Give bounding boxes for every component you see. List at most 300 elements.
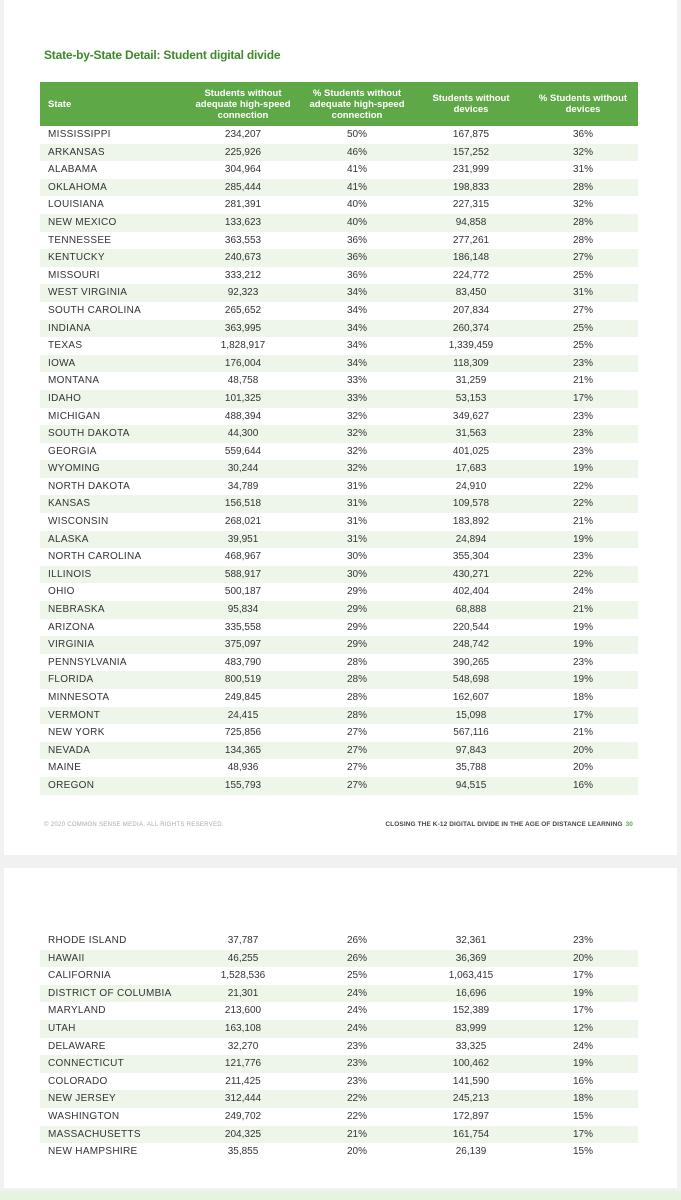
state-cell: GEORGIA <box>48 445 97 457</box>
pct-without-connection-cell: 22% <box>346 1110 367 1122</box>
pct-without-connection-cell: 46% <box>300 144 414 162</box>
table-row <box>40 144 638 162</box>
table-header-row <box>40 82 638 126</box>
without-devices-cell: 355,304 <box>452 551 490 563</box>
state-cell: NEW HAMPSHIRE <box>48 1146 138 1158</box>
without-devices-cell: 16,696 <box>414 985 528 1003</box>
without-devices-cell: 118,309 <box>414 355 528 373</box>
without-devices-cell: 31,563 <box>414 425 528 443</box>
without-connection-cell: 21,301 <box>186 985 300 1003</box>
table-row <box>40 161 638 179</box>
header-pct-without-connection: % Students without adequate high-speed connection <box>300 82 414 126</box>
without-connection-cell: 468,967 <box>224 551 262 563</box>
pct-without-devices-cell: 36% <box>572 129 593 140</box>
table-row <box>40 950 638 968</box>
without-connection-cell: 37,787 <box>227 935 259 946</box>
table-row <box>40 196 638 214</box>
without-connection-cell: 225,926 <box>186 144 300 162</box>
without-connection-cell: 312,444 <box>186 1090 300 1108</box>
without-connection-cell: 281,391 <box>224 199 262 211</box>
table-row <box>40 724 638 742</box>
pct-without-connection-cell: 26% <box>346 935 367 946</box>
without-connection-cell: 30,244 <box>186 460 300 478</box>
pct-without-connection-cell: 32% <box>300 460 414 478</box>
without-connection-cell: 800,519 <box>186 671 300 689</box>
state-cell: CONNECTICUT <box>40 1055 186 1073</box>
pct-without-connection-cell: 29% <box>346 586 367 598</box>
pct-without-devices-cell: 19% <box>528 531 638 549</box>
table-row <box>40 671 638 689</box>
pct-without-devices-cell: 17% <box>572 1005 593 1017</box>
without-connection-cell: 375,097 <box>186 636 300 654</box>
without-devices-cell: 68,888 <box>414 601 528 619</box>
pct-without-connection-cell: 34% <box>300 284 414 302</box>
pct-without-devices-cell: 23% <box>572 551 593 563</box>
pct-without-connection-cell: 24% <box>300 1020 414 1038</box>
pct-without-devices-cell: 23% <box>572 445 593 457</box>
state-cell: MINNESOTA <box>48 692 110 703</box>
state-cell: MICHIGAN <box>48 410 101 422</box>
pct-without-connection-cell: 20% <box>346 1146 367 1158</box>
pct-without-devices-cell: 22% <box>572 480 593 492</box>
table-row <box>40 284 638 302</box>
without-devices-cell: 245,213 <box>414 1090 528 1108</box>
without-connection-cell: 48,758 <box>227 375 259 387</box>
pct-without-connection-cell: 29% <box>346 621 367 633</box>
without-devices-cell: 31,259 <box>455 375 487 387</box>
without-devices-cell: 17,683 <box>414 460 528 478</box>
without-connection-cell: 32,270 <box>227 1040 259 1052</box>
pct-without-connection-cell: 23% <box>300 1055 414 1073</box>
state-cell: COLORADO <box>48 1075 108 1087</box>
header-without-connection: Students without adequate high-speed connection <box>186 82 300 126</box>
pct-without-devices-cell: 17% <box>572 970 593 982</box>
table-row <box>40 1073 638 1091</box>
without-connection-cell: 363,553 <box>224 234 262 246</box>
state-cell: KANSAS <box>40 495 186 513</box>
pct-without-connection-cell: 30% <box>346 551 367 563</box>
without-connection-cell: 725,856 <box>224 727 262 739</box>
without-devices-cell: 83,999 <box>414 1020 528 1038</box>
pct-without-connection-cell: 31% <box>346 480 367 492</box>
table-row <box>40 742 638 760</box>
table-row <box>40 408 638 426</box>
without-connection-cell: 95,834 <box>186 601 300 619</box>
state-cell: LOUISIANA <box>48 199 105 211</box>
table-row <box>40 495 638 513</box>
without-connection-cell: 24,415 <box>186 707 300 725</box>
table-row <box>40 337 638 355</box>
pct-without-devices-cell: 24% <box>572 1040 593 1052</box>
pct-without-connection-cell: 22% <box>300 1090 414 1108</box>
pct-without-connection-cell: 50% <box>346 129 367 140</box>
state-cell: VERMONT <box>40 707 186 725</box>
without-devices-cell: 53,153 <box>414 390 528 408</box>
table-row <box>40 267 638 285</box>
pct-without-devices-cell: 25% <box>572 340 593 352</box>
without-devices-cell: 198,833 <box>414 179 528 197</box>
state-cell: ALASKA <box>40 531 186 549</box>
table-row <box>40 1055 638 1073</box>
table-row <box>40 777 638 795</box>
without-connection-cell: 335,558 <box>224 621 262 633</box>
pct-without-devices-cell: 16% <box>572 1075 593 1087</box>
pct-without-devices-cell: 19% <box>528 985 638 1003</box>
without-devices-cell: 36,369 <box>414 950 528 968</box>
without-connection-cell: 240,673 <box>186 249 300 267</box>
pct-without-connection-cell: 29% <box>300 636 414 654</box>
pct-without-devices-cell: 19% <box>572 621 593 633</box>
pct-without-devices-cell: 17% <box>528 1126 638 1144</box>
state-cell: MISSOURI <box>48 269 100 281</box>
without-connection-cell: 155,793 <box>186 777 300 795</box>
state-cell: VIRGINIA <box>40 636 186 654</box>
state-data-table <box>40 82 638 795</box>
pct-without-devices-cell: 20% <box>528 742 638 760</box>
table-row <box>40 232 638 250</box>
table-row <box>40 1108 638 1126</box>
without-devices-cell: 109,578 <box>414 495 528 513</box>
without-connection-cell: 121,776 <box>186 1055 300 1073</box>
without-connection-cell: 234,207 <box>224 129 262 140</box>
pct-without-devices-cell: 19% <box>528 671 638 689</box>
without-devices-cell: 402,404 <box>452 586 490 598</box>
pct-without-devices-cell: 21% <box>572 516 593 528</box>
pct-without-connection-cell: 34% <box>300 320 414 338</box>
without-devices-cell: 1,339,459 <box>448 340 494 352</box>
pct-without-devices-cell: 23% <box>528 425 638 443</box>
table-row <box>40 601 638 619</box>
pct-without-connection-cell: 23% <box>346 1075 367 1087</box>
header-pct-without-devices: % Students without devices <box>528 82 638 126</box>
without-connection-cell: 265,652 <box>224 304 262 316</box>
pct-without-devices-cell: 17% <box>528 390 638 408</box>
without-connection-cell: 163,108 <box>186 1020 300 1038</box>
next-page-edge <box>0 1191 681 1200</box>
without-devices-cell: 152,389 <box>452 1005 490 1017</box>
table-row <box>40 619 638 637</box>
pct-without-connection-cell: 32% <box>346 445 367 457</box>
without-devices-cell: 186,148 <box>414 249 528 267</box>
without-connection-cell: 211,425 <box>225 1075 261 1087</box>
without-devices-cell: 26,139 <box>455 1146 487 1158</box>
pct-without-devices-cell: 19% <box>528 1055 638 1073</box>
pct-without-devices-cell: 18% <box>572 692 593 703</box>
without-connection-cell: 101,325 <box>186 390 300 408</box>
without-connection-cell: 488,394 <box>224 410 262 422</box>
table-row <box>40 372 638 390</box>
without-connection-cell: 34,789 <box>227 480 259 492</box>
without-connection-cell: 176,004 <box>186 355 300 373</box>
without-connection-cell: 134,365 <box>186 742 300 760</box>
table-row <box>40 636 638 654</box>
without-connection-cell: 213,600 <box>224 1005 262 1017</box>
pct-without-devices-cell: 32% <box>528 144 638 162</box>
without-devices-cell: 227,315 <box>452 199 490 211</box>
pct-without-connection-cell: 34% <box>300 355 414 373</box>
pct-without-connection-cell: 31% <box>300 495 414 513</box>
without-devices-cell: 33,325 <box>455 1040 487 1052</box>
table-row <box>40 214 638 232</box>
without-connection-cell: 133,623 <box>186 214 300 232</box>
state-cell: NORTH CAROLINA <box>48 551 142 563</box>
without-connection-cell: 588,917 <box>186 566 300 584</box>
table-row <box>40 478 638 496</box>
without-devices-cell: 260,374 <box>414 320 528 338</box>
page-title: State-by-State Detail: Student digital divide <box>44 48 281 62</box>
without-connection-cell: 39,951 <box>186 531 300 549</box>
pct-without-connection-cell: 32% <box>300 425 414 443</box>
state-cell: RHODE ISLAND <box>48 935 127 946</box>
without-devices-cell: 430,271 <box>414 566 528 584</box>
without-connection-cell: 46,255 <box>186 950 300 968</box>
without-connection-cell: 333,212 <box>224 269 262 281</box>
without-devices-cell: 207,834 <box>452 304 490 316</box>
report-footer <box>385 821 633 828</box>
without-connection-cell: 92,323 <box>186 284 300 302</box>
state-cell: OREGON <box>40 777 186 795</box>
pct-without-devices-cell: 20% <box>528 950 638 968</box>
without-connection-cell: 363,995 <box>186 320 300 338</box>
table-row <box>40 443 638 461</box>
pct-without-connection-cell: 40% <box>300 214 414 232</box>
pct-without-devices-cell: 21% <box>572 727 593 739</box>
pct-without-connection-cell: 24% <box>346 1005 367 1017</box>
state-cell: MASSACHUSETTS <box>40 1126 186 1144</box>
without-connection-cell: 268,021 <box>224 516 262 528</box>
state-cell: UTAH <box>40 1020 186 1038</box>
without-devices-cell: 24,894 <box>414 531 528 549</box>
without-devices-cell: 167,875 <box>452 129 490 140</box>
state-cell: IDAHO <box>40 390 186 408</box>
state-cell: PENNSYLVANIA <box>48 656 127 668</box>
state-cell: WYOMING <box>40 460 186 478</box>
header-state: State <box>40 82 186 126</box>
pct-without-connection-cell: 41% <box>300 179 414 197</box>
table-row <box>40 355 638 373</box>
without-devices-cell: 1,063,415 <box>448 970 494 982</box>
state-cell: OKLAHOMA <box>40 179 186 197</box>
table-row <box>40 1020 638 1038</box>
table-row <box>40 759 638 777</box>
state-cell: NORTH DAKOTA <box>48 480 131 492</box>
header-without-devices: Students without devices <box>414 82 528 126</box>
pct-without-devices-cell: 32% <box>572 199 593 211</box>
without-connection-cell: 249,702 <box>224 1110 262 1122</box>
state-cell: WASHINGTON <box>48 1110 120 1122</box>
without-connection-cell: 1,828,917 <box>220 340 266 352</box>
pct-without-connection-cell: 34% <box>346 340 367 352</box>
state-cell: SOUTH DAKOTA <box>40 425 186 443</box>
state-cell: KENTUCKY <box>40 249 186 267</box>
state-cell: IOWA <box>40 355 186 373</box>
pct-without-devices-cell: 20% <box>572 762 593 774</box>
state-cell: MAINE <box>48 762 82 774</box>
state-data-table-continued <box>40 932 638 1161</box>
without-devices-cell: 83,450 <box>414 284 528 302</box>
without-connection-cell: 500,187 <box>224 586 262 598</box>
table-row <box>40 460 638 478</box>
without-devices-cell: 162,607 <box>452 692 490 703</box>
table-row <box>40 548 638 566</box>
table-body-page-1 <box>40 126 638 795</box>
pct-without-connection-cell: 24% <box>300 985 414 1003</box>
pct-without-devices-cell: 21% <box>572 375 593 387</box>
pct-without-devices-cell: 23% <box>572 656 593 668</box>
without-devices-cell: 97,843 <box>414 742 528 760</box>
pct-without-connection-cell: 40% <box>346 199 367 211</box>
pct-without-devices-cell: 23% <box>528 355 638 373</box>
table-row <box>40 689 638 707</box>
table-row <box>40 302 638 320</box>
pct-without-devices-cell: 15% <box>572 1146 593 1158</box>
state-cell: FLORIDA <box>40 671 186 689</box>
pct-without-connection-cell: 29% <box>300 601 414 619</box>
without-devices-cell: 141,590 <box>452 1075 490 1087</box>
state-cell: SOUTH CAROLINA <box>48 304 142 316</box>
pct-without-connection-cell: 33% <box>346 375 367 387</box>
pct-without-devices-cell: 27% <box>572 304 593 316</box>
state-cell: NEVADA <box>40 742 186 760</box>
state-cell: NEW JERSEY <box>40 1090 186 1108</box>
pct-without-connection-cell: 28% <box>300 671 414 689</box>
pct-without-connection-cell: 27% <box>300 742 414 760</box>
table-row <box>40 707 638 725</box>
state-cell: WEST VIRGINIA <box>40 284 186 302</box>
state-cell: NEW MEXICO <box>40 214 186 232</box>
without-devices-cell: 161,754 <box>414 1126 528 1144</box>
table-row <box>40 126 638 144</box>
state-cell: ARIZONA <box>48 621 95 633</box>
state-cell: CALIFORNIA <box>48 970 112 982</box>
table-body-page-2 <box>40 932 638 1161</box>
table-row <box>40 425 638 443</box>
pct-without-devices-cell: 28% <box>572 234 593 246</box>
page-number: 30 <box>625 821 633 828</box>
table-row <box>40 390 638 408</box>
table-row <box>40 531 638 549</box>
without-devices-cell: 32,361 <box>455 935 487 946</box>
pct-without-devices-cell: 17% <box>528 707 638 725</box>
pct-without-connection-cell: 31% <box>346 516 367 528</box>
state-cell: DISTRICT OF COLUMBIA <box>40 985 186 1003</box>
without-devices-cell: 220,544 <box>452 621 490 633</box>
pct-without-devices-cell: 23% <box>572 410 593 422</box>
table-row <box>40 985 638 1003</box>
state-cell: INDIANA <box>40 320 186 338</box>
state-cell: ALABAMA <box>48 164 98 176</box>
without-connection-cell: 249,845 <box>224 692 262 703</box>
pct-without-devices-cell: 27% <box>528 249 638 267</box>
pct-without-connection-cell: 28% <box>346 692 367 703</box>
table-row <box>40 1090 638 1108</box>
state-cell: OHIO <box>48 586 75 598</box>
without-devices-cell: 567,116 <box>453 727 489 739</box>
without-devices-cell: 94,515 <box>414 777 528 795</box>
pct-without-devices-cell: 28% <box>528 179 638 197</box>
state-cell: HAWAII <box>40 950 186 968</box>
without-connection-cell: 304,964 <box>224 164 262 176</box>
pct-without-devices-cell: 28% <box>528 214 638 232</box>
pct-without-devices-cell: 24% <box>572 586 593 598</box>
without-connection-cell: 35,855 <box>227 1146 259 1158</box>
table-row <box>40 179 638 197</box>
without-devices-cell: 172,897 <box>452 1110 490 1122</box>
pct-without-devices-cell: 22% <box>528 566 638 584</box>
table-row <box>40 1143 638 1161</box>
table-row <box>40 1038 638 1056</box>
without-devices-cell: 183,892 <box>452 516 490 528</box>
without-devices-cell: 390,265 <box>452 656 490 668</box>
table-row <box>40 967 638 985</box>
state-cell: NEW YORK <box>48 727 105 739</box>
report-title-footer: CLOSING THE K-12 DIGITAL DIVIDE IN THE AGE OF DISTANCE LEARNING <box>385 821 623 828</box>
without-devices-cell: 35,788 <box>455 762 487 774</box>
pct-without-connection-cell: 28% <box>300 707 414 725</box>
state-cell: NEBRASKA <box>40 601 186 619</box>
pct-without-connection-cell: 36% <box>346 269 367 281</box>
pct-without-connection-cell: 33% <box>300 390 414 408</box>
pct-without-connection-cell: 30% <box>300 566 414 584</box>
table-row <box>40 583 638 601</box>
pct-without-connection-cell: 32% <box>346 410 367 422</box>
without-devices-cell: 231,999 <box>452 164 490 176</box>
pct-without-connection-cell: 26% <box>300 950 414 968</box>
without-devices-cell: 248,742 <box>414 636 528 654</box>
without-devices-cell: 24,910 <box>455 480 487 492</box>
table-row <box>40 513 638 531</box>
table-row <box>40 320 638 338</box>
without-devices-cell: 94,858 <box>414 214 528 232</box>
pct-without-connection-cell: 31% <box>300 531 414 549</box>
pct-without-connection-cell: 36% <box>300 249 414 267</box>
pct-without-connection-cell: 23% <box>346 1040 367 1052</box>
pct-without-devices-cell: 18% <box>528 1090 638 1108</box>
state-cell: MONTANA <box>48 375 100 387</box>
pct-without-connection-cell: 34% <box>346 304 367 316</box>
pct-without-devices-cell: 31% <box>572 164 593 176</box>
pct-without-devices-cell: 12% <box>528 1020 638 1038</box>
without-devices-cell: 401,025 <box>452 445 490 457</box>
pct-without-devices-cell: 31% <box>528 284 638 302</box>
table-row <box>40 249 638 267</box>
pct-without-devices-cell: 25% <box>572 269 593 281</box>
without-connection-cell: 483,790 <box>224 656 262 668</box>
state-cell: ILLINOIS <box>40 566 186 584</box>
state-cell: ARKANSAS <box>40 144 186 162</box>
without-devices-cell: 15,098 <box>414 707 528 725</box>
pct-without-devices-cell: 25% <box>528 320 638 338</box>
pct-without-connection-cell: 27% <box>300 777 414 795</box>
copyright-footer: © 2020 COMMON SENSE MEDIA. ALL RIGHTS RESERVED. <box>44 822 224 828</box>
without-connection-cell: 156,518 <box>186 495 300 513</box>
pct-without-connection-cell: 21% <box>300 1126 414 1144</box>
without-devices-cell: 277,261 <box>452 234 490 246</box>
pct-without-connection-cell: 27% <box>346 762 367 774</box>
pct-without-devices-cell: 16% <box>528 777 638 795</box>
table-row <box>40 654 638 672</box>
state-cell: WISCONSIN <box>48 516 109 528</box>
pct-without-connection-cell: 41% <box>346 164 367 176</box>
pct-without-connection-cell: 25% <box>346 970 367 982</box>
without-connection-cell: 559,644 <box>224 445 262 457</box>
without-connection-cell: 48,936 <box>227 762 259 774</box>
without-devices-cell: 548,698 <box>414 671 528 689</box>
without-devices-cell: 224,772 <box>452 269 490 281</box>
pct-without-connection-cell: 28% <box>346 656 367 668</box>
pct-without-devices-cell: 19% <box>528 636 638 654</box>
without-devices-cell: 100,462 <box>414 1055 528 1073</box>
